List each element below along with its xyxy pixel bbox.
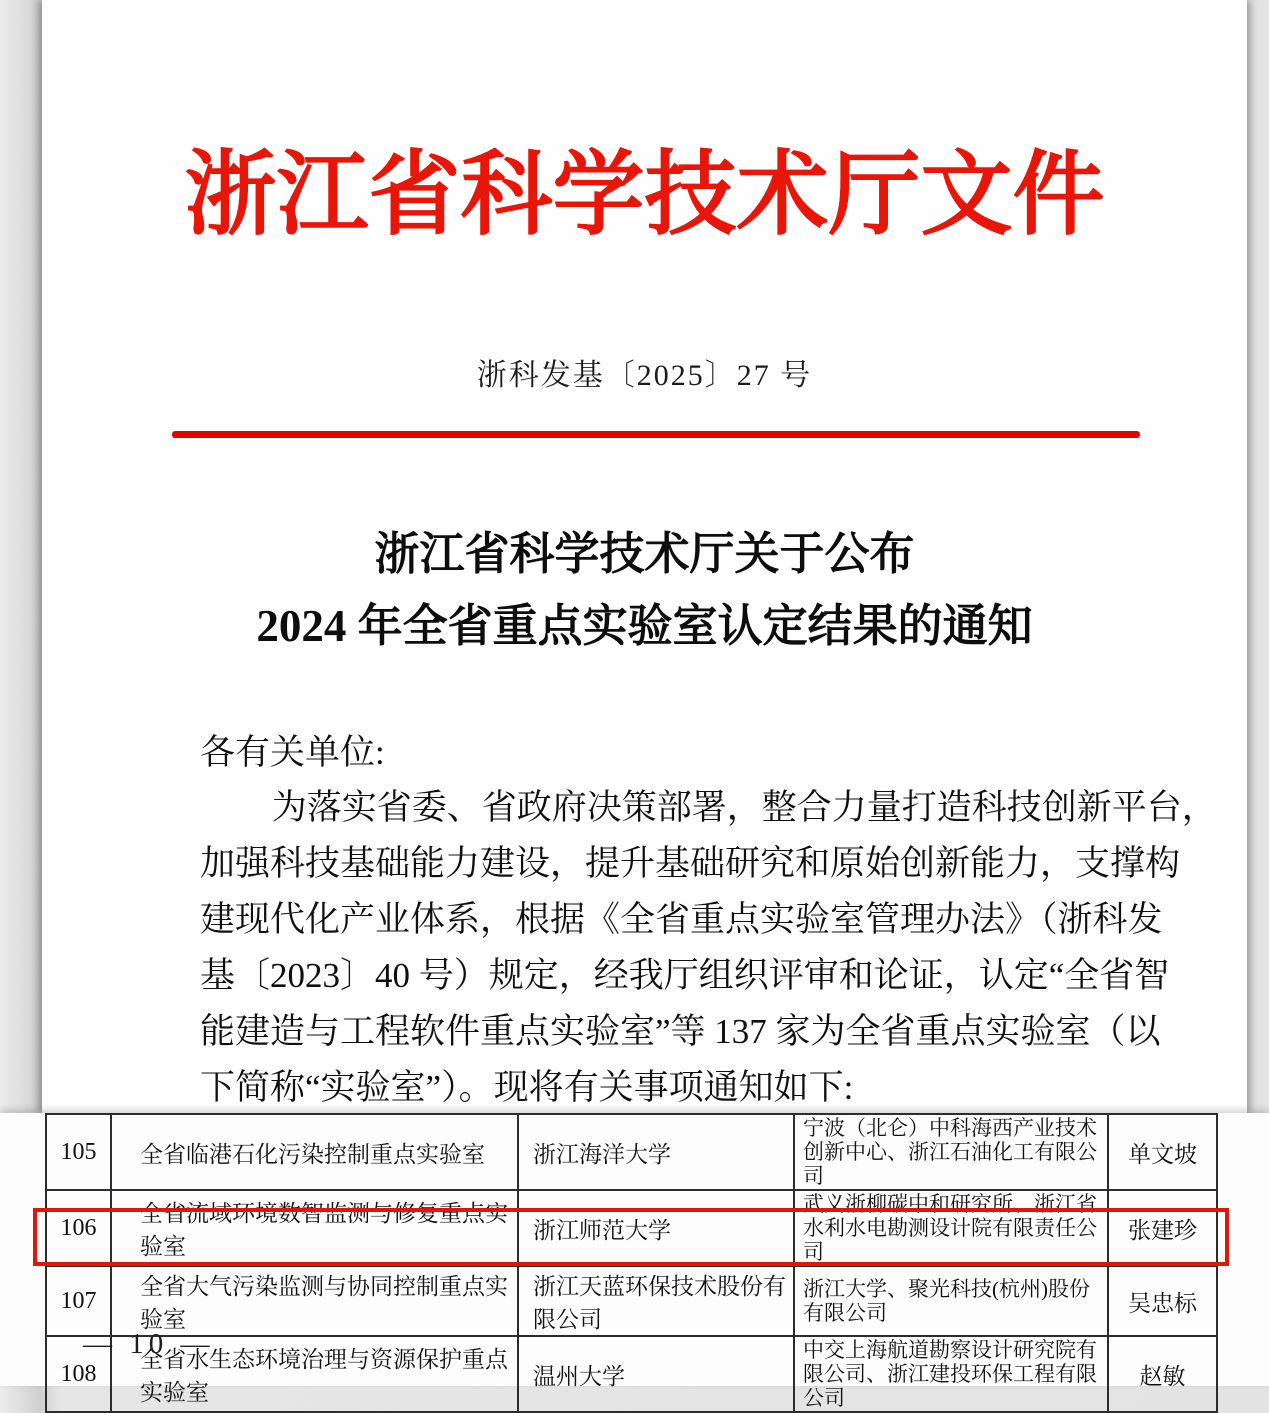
lab-name-cell: 全省大气污染监测与协同控制重点实验室	[111, 1266, 518, 1336]
institution-cell: 浙江天蓝环保技术股份有限公司	[518, 1266, 794, 1336]
letterhead-title: 浙江省科学技术厅文件	[184, 144, 1105, 246]
director-cell: 吴忠标	[1108, 1266, 1217, 1336]
row-number-cell: 105	[46, 1114, 111, 1190]
salutation: 各有关单位:	[200, 733, 385, 772]
body-line: 加强科技基础能力建设，提升基础研究和原始创新能力，支撑构	[200, 844, 1181, 883]
table-row	[46, 1336, 1217, 1412]
table-row-highlighted	[46, 1266, 1217, 1336]
page-sheet	[42, 0, 1247, 1113]
doc-number: 浙科发基〔2025〕27 号	[476, 359, 813, 392]
body-paragraph	[200, 780, 1217, 1116]
notice-title-line-2: 2024 年全省重点实验室认定结果的通知	[256, 601, 1033, 651]
body-line: 为落实省委、省政府决策部署，整合力量打造科技创新平台，	[271, 788, 1217, 827]
institution-cell: 浙江师范大学	[518, 1190, 794, 1266]
row-number-cell: 107	[46, 1266, 111, 1336]
red-divider	[172, 431, 1140, 438]
table-row	[46, 1114, 1217, 1190]
table-sheet	[0, 1113, 1269, 1410]
director-cell: 赵敏	[1108, 1336, 1217, 1412]
page-number: — 10 —	[83, 1328, 215, 1360]
lab-name-cell: 全省临港石化污染控制重点实验室	[111, 1114, 518, 1190]
director-cell: 张建珍	[1108, 1190, 1217, 1266]
body-line: 基〔2023〕40 号）规定，经我厅组织评审和论证，认定“全省智	[200, 956, 1170, 995]
body-line: 建现代化产业体系，根据《全省重点实验室管理办法》（浙科发	[200, 900, 1163, 939]
notice-title	[42, 518, 1247, 662]
body-line: 能建造与工程软件重点实验室”等 137 家为全省重点实验室（以	[200, 1012, 1161, 1051]
lab-name-cell: 全省水生态环境治理与资源保护重点实验室	[111, 1336, 518, 1412]
partners-cell: 中交上海航道勘察设计研究院有限公司、浙江建投环保工程有限公司	[794, 1336, 1108, 1412]
partners-cell: 武义浙柳碳中和研究所、浙江省水利水电勘测设计院有限责任公司	[794, 1190, 1108, 1266]
institution-cell: 浙江海洋大学	[518, 1114, 794, 1190]
row-107-highlight-box	[33, 1208, 1229, 1266]
lab-name-cell: 全省流域环境数智监测与修复重点实验室	[111, 1190, 518, 1266]
row-number-cell: 106	[46, 1190, 111, 1266]
body-line: 下简称“实验室”）。现将有关事项通知如下:	[200, 1068, 854, 1107]
partners-cell: 宁波（北仑）中科海西产业技术创新中心、浙江石油化工有限公司	[794, 1114, 1108, 1190]
director-cell: 单文坡	[1108, 1114, 1217, 1190]
notice-title-line-1: 浙江省科学技术厅关于公布	[374, 529, 915, 579]
institution-cell: 温州大学	[518, 1336, 794, 1412]
partners-cell: 浙江大学、聚光科技(杭州)股份有限公司	[794, 1266, 1108, 1336]
row-number-cell: 108	[46, 1336, 111, 1412]
